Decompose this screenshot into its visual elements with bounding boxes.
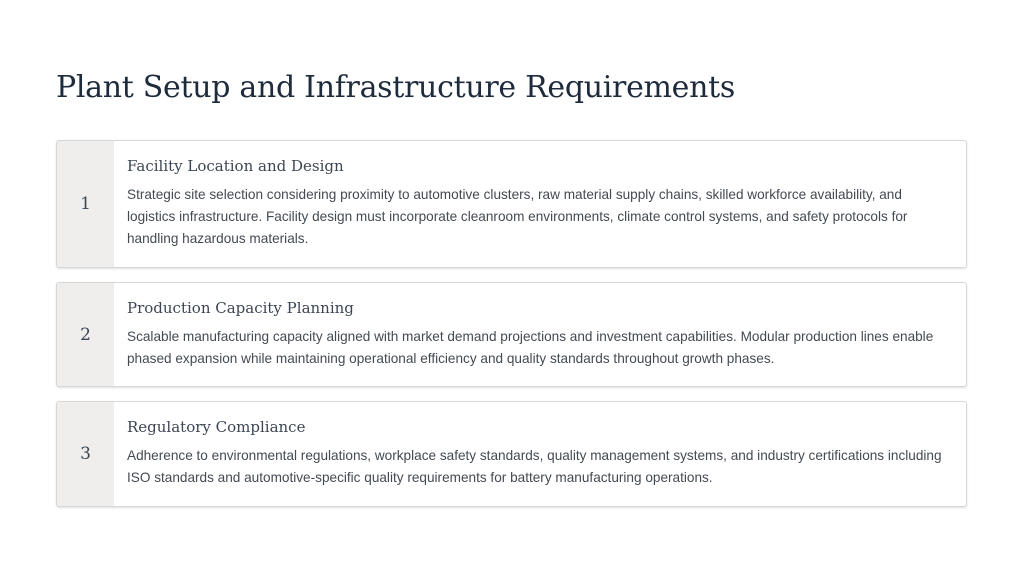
card-heading-3: Regulatory Compliance [127, 418, 306, 436]
requirement-card-1 [56, 140, 967, 268]
card-text-2: Scalable manufacturing capacity aligned with market demand projections and investment capabilities. Modular production lines enable phased expansion while maintaining operational efficiency and quality standards throughout growth phases. [127, 329, 934, 366]
card-heading-1: Facility Location and Design [127, 157, 344, 175]
page-title: Plant Setup and Infrastructure Requirements [56, 70, 736, 105]
card-body-3 [127, 418, 954, 489]
card-number-2: 2 [57, 283, 114, 386]
card-heading-2: Production Capacity Planning [127, 299, 354, 317]
requirement-card-2 [56, 282, 967, 387]
card-number-3: 3 [57, 402, 114, 506]
card-body-2 [127, 299, 954, 370]
card-number-1: 1 [57, 141, 114, 267]
card-text-3: Adherence to environmental regulations, workplace safety standards, quality management systems, and industry certifications including ISO standards and automotive-specific quality requirements for battery manufacturing operations. [127, 448, 942, 485]
card-text-1: Strategic site selection considering proximity to automotive clusters, raw material supply chains, skilled workforce availability, and logistics infrastructure. Facility design must incorporate cleanroom environments, climate control systems, and safety protocols for handling hazardous materials. [127, 187, 908, 246]
card-body-1 [127, 157, 954, 250]
requirement-card-3 [56, 401, 967, 507]
